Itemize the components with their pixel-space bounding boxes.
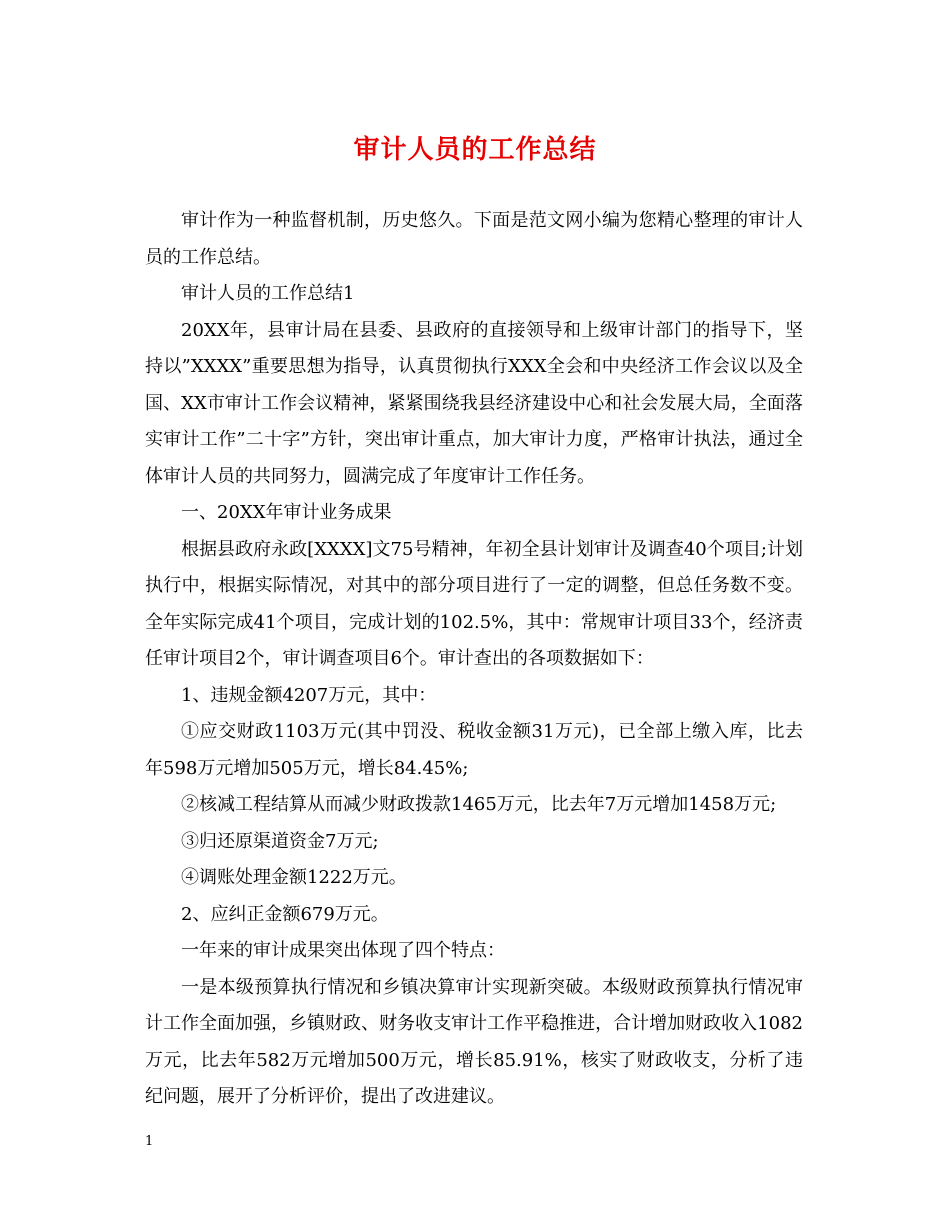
document-title: 审计人员的工作总结 [353,135,597,165]
list-item: ③归还原渠道资金7万元; [181,830,379,852]
page-number: 1 [145,1134,154,1149]
document-body [145,203,803,1116]
list-item: 2、应纠正金额679万元。 [181,903,389,925]
paragraph: 一年来的审计成果突出体现了四个特点： [181,940,505,961]
paragraph: 20XX年，县审计局在县委、县政府的直接领导和上级审计部门的指导下，坚持以”XXXX”重要思想为指导，认真贯彻执行XXX全会和中央经济工作会议以及全国、XX市审计工作会议精神，紧紧围绕我县经济建设中心和社会发展大局，全面落实审计工作”二十字”方针，突出审计重点，加大审计力度，严格审计执法，通过全体审计人员的共同努力，圆满完成了年度审计工作任务。 [145,319,803,487]
list-item: ①应交财政1103万元(其中罚没、税收金额31万元)，已全部上缴入库，比去年598万元增加505万元，增长84.45%; [145,721,803,779]
section-heading: 一、20XX年审计业务成果 [181,502,392,523]
paragraph: 根据县政府永政[XXXX]文75号精神，年初全县计划审计及调查40个项目;计划执行中，根据实际情况，对其中的部分项目进行了一定的调整，但总任务数不变。全年实际完成41个项目，完成计划的102.5%，其中：常规审计项目33个，经济责任审计项目2个，审计调查项目6个。审计查出的各项数据如下： [145,538,803,669]
paragraph: 审计作为一种监督机制，历史悠久。下面是范文网小编为您精心整理的审计人员的工作总结。 [145,210,803,268]
list-item: ④调账处理金额1222万元。 [181,867,407,888]
section-heading: 审计人员的工作总结1 [181,283,355,304]
list-item: 1、违规金额4207万元，其中： [181,684,437,706]
list-item: ②核减工程结算从而减少财政拨款1465万元，比去年7万元增加1458万元; [181,794,777,815]
paragraph: 一是本级预算执行情况和乡镇决算审计实现新突破。本级财政预算执行情况审计工作全面加强，乡镇财政、财务收支审计工作平稳推进，合计增加财政收入1082万元，比去年582万元增加500万元，增长85.91%，核实了财政收支，分析了违纪问题，展开了分析评价，提出了改进建议。 [145,976,803,1107]
